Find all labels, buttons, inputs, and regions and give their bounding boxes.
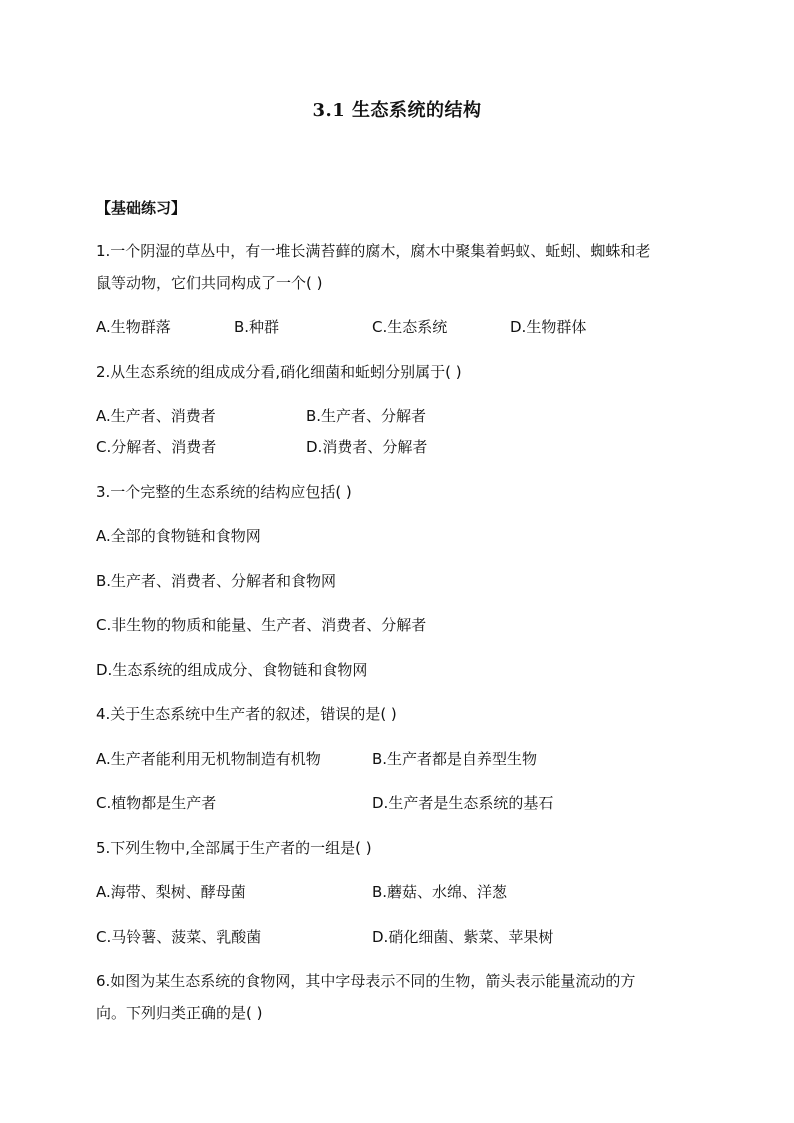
question-2-option-c: C.分解者、消费者	[96, 438, 217, 456]
question-3-option-b: B.生产者、消费者、分解者和食物网	[96, 572, 337, 590]
question-4-stem: 4.关于生态系统中生产者的叙述，错误的是( )	[96, 705, 397, 723]
question-2-stem: 2.从生态系统的组成成分看,硝化细菌和蚯蚓分别属于( )	[96, 363, 462, 381]
question-3-option-a: A.全部的食物链和食物网	[96, 527, 261, 545]
question-2-option-d: D.消费者、分解者	[306, 438, 428, 456]
question-2-option-b: B.生产者、分解者	[306, 407, 427, 425]
question-1-option-c: C.生态系统	[372, 318, 448, 336]
question-4-option-b: B.生产者都是自养型生物	[372, 750, 538, 768]
question-3-stem: 3.一个完整的生态系统的结构应包括( )	[96, 483, 352, 501]
question-1-stem-line-2: 鼠等动物，它们共同构成了一个( )	[96, 274, 323, 292]
question-1-option-a: A.生物群落	[96, 318, 171, 336]
page-title: 3.1 生态系统的结构	[312, 100, 482, 121]
question-4-option-a: A.生产者能利用无机物制造有机物	[96, 750, 321, 768]
question-5-option-d: D.硝化细菌、紫菜、苹果树	[372, 928, 554, 946]
question-1-option-d: D.生物群体	[510, 318, 587, 336]
question-2-option-a: A.生产者、消费者	[96, 407, 216, 425]
question-3-option-c: C.非生物的物质和能量、生产者、消费者、分解者	[96, 616, 427, 634]
question-1-stem-line-1: 1.一个阴湿的草丛中，有一堆长满苔藓的腐木，腐木中聚集着蚂蚁、蚯蚓、蜘蛛和老	[96, 242, 651, 260]
question-6-stem-line-2: 向。下列归类正确的是( )	[96, 1004, 263, 1022]
section-header: 【基础练习】	[96, 199, 187, 217]
question-3-option-d: D.生态系统的组成成分、食物链和食物网	[96, 661, 368, 679]
question-4-option-c: C.植物都是生产者	[96, 794, 217, 812]
question-5-option-c: C.马铃薯、菠菜、乳酸菌	[96, 928, 262, 946]
question-6-stem-line-1: 6.如图为某生态系统的食物网，其中字母表示不同的生物，箭头表示能量流动的方	[96, 972, 636, 990]
question-5-option-b: B.蘑菇、水绵、洋葱	[372, 883, 508, 901]
question-5-option-a: A.海带、梨树、酵母菌	[96, 883, 246, 901]
question-4-option-d: D.生产者是生态系统的基石	[372, 794, 554, 812]
question-5-stem: 5.下列生物中,全部属于生产者的一组是( )	[96, 839, 372, 857]
question-1-option-b: B.种群	[234, 318, 280, 336]
